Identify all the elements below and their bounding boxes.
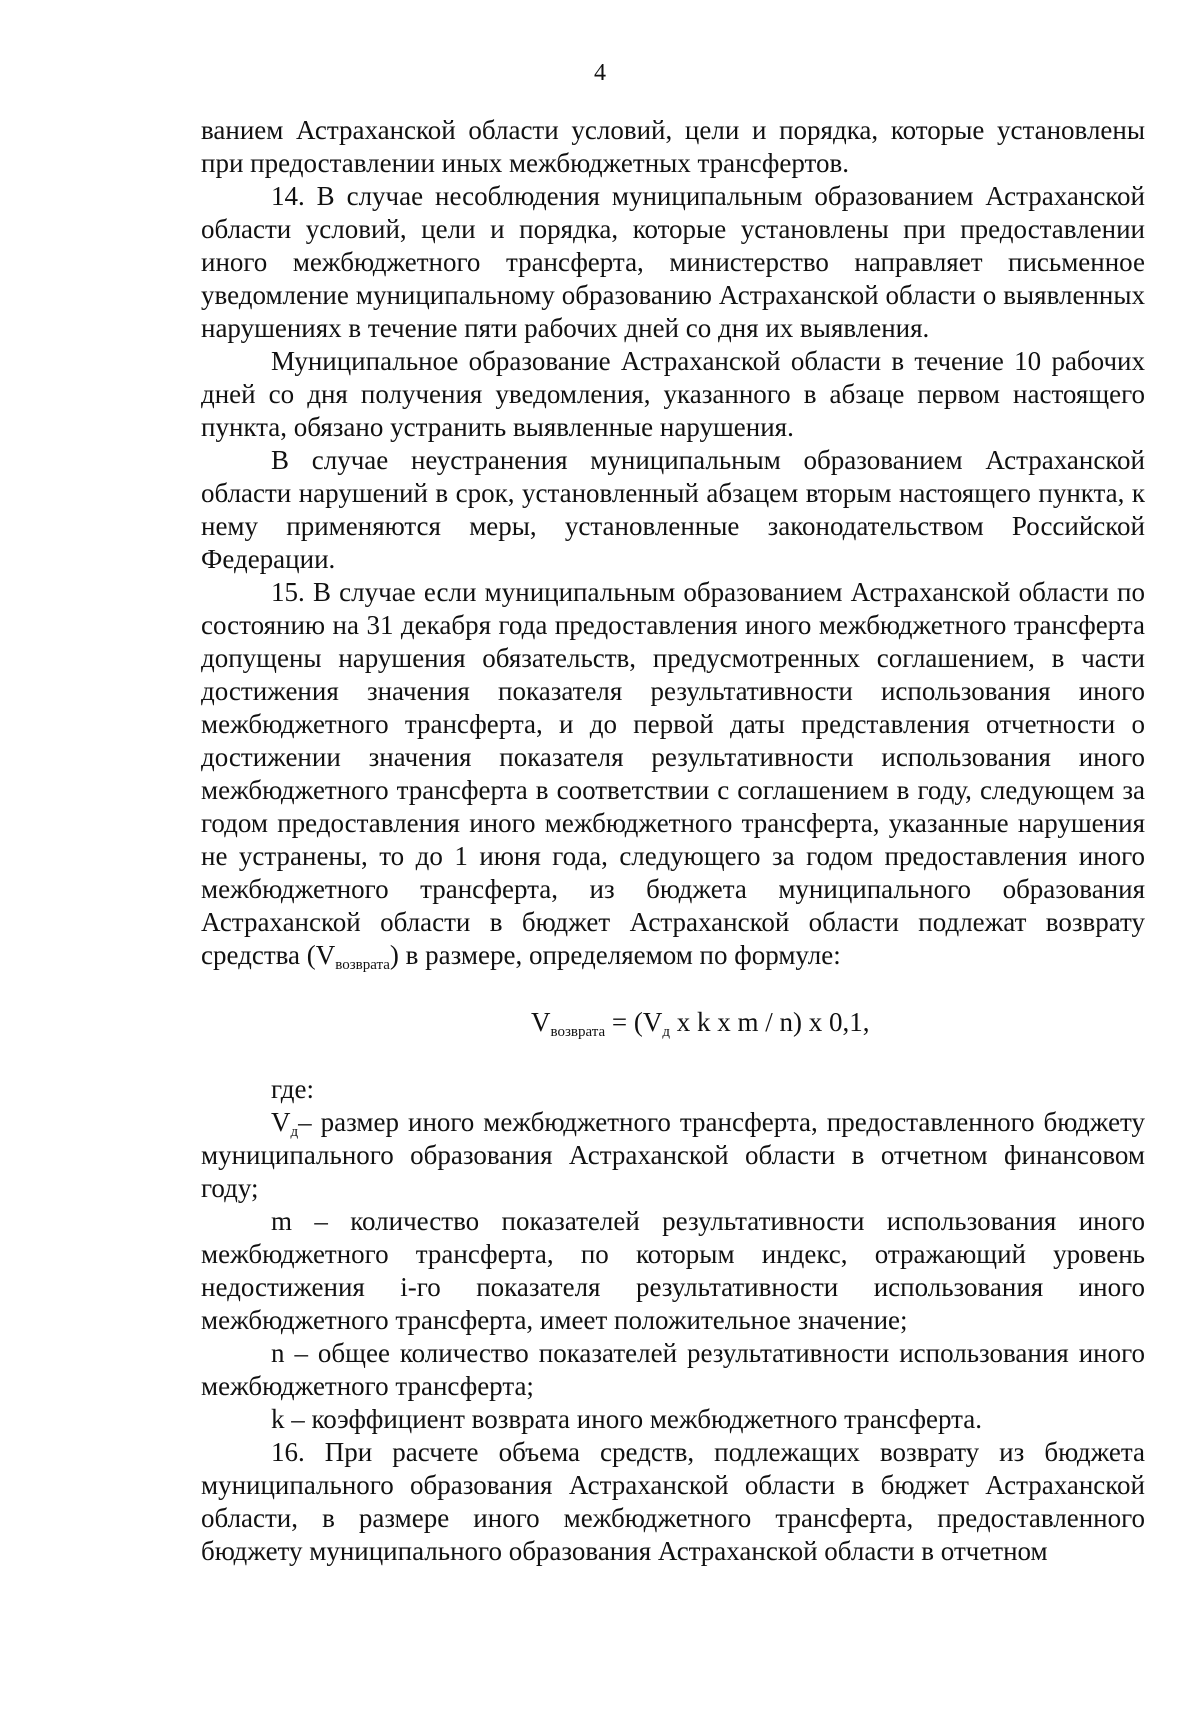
definition-m: m – количество показателей результативности использования иного межбюджетного трансферта, по которым индекс, отражающий уровень недостижения i-го показателя результативности использования иного межбюджетного трансферта, имеет положительное значение; — [201, 1206, 1145, 1335]
paragraph-14: 14. В случае несоблюдения муниципальным образованием Астраханской области условий, цели и порядка, которые установлены при предоставлении иного межбюджетного трансферта, министерство направляет письменное уведомление муниципальному образованию Астраханской области о выявленных нарушениях в течение пяти рабочих дней со дня их выявления. — [201, 181, 1145, 343]
where-label: где: — [271, 1074, 314, 1104]
definition-k: k – коэффициент возврата иного межбюджетного трансферта. — [271, 1404, 983, 1434]
formula-end: x k x m / n) x 0,1, — [670, 1007, 870, 1037]
paragraph-15-text-end: ) в размере, определяемом по формуле: — [389, 940, 841, 970]
formula-v: V — [531, 1007, 551, 1037]
paragraph-15-text: 15. В случае если муниципальным образованием Астраханской области по состоянию на 31 декабря года предоставления иного межбюджетного трансферта допущены нарушения обязательств, предусмотренных соглашением, в части достижения значения показателя результативности использования иного межбюджетного трансферта, и до первой даты представления отчетности о достижении значения показателя результативности использования иного межбюджетного трансферта в соответствии с соглашением в году, следующем за годом предоставления иного межбюджетного трансферта, указанные нарушения не устранены, то до 1 июня года, следующего за годом предоставления иного межбюджетного трансферта, из бюджета муниципального образования Астраханской области в бюджет Астраханской области подлежат возврату средства (V — [201, 577, 1145, 970]
document-body — [201, 114, 1145, 1568]
definition-vd-text: – размер иного межбюджетного трансферта, предоставленного бюджету муниципального образования Астраханской области в отчетном финансовом году; — [201, 1107, 1145, 1203]
return-formula — [201, 1006, 1145, 1039]
formula-subscript-return: возврата — [550, 1024, 606, 1040]
paragraph-14-third: В случае неустранения муниципальным образованием Астраханской области нарушений в срок, установленный абзацем вторым настоящего пункта, к нему применяются меры, установленные законодательством Российской Федерации. — [201, 445, 1145, 574]
formula-subscript-d: д — [662, 1024, 671, 1040]
definition-vd-subscript: д — [290, 1124, 299, 1140]
formula-middle: = (V — [605, 1007, 663, 1037]
page-number: 4 — [594, 60, 606, 86]
paragraph-14-second: Муниципальное образование Астраханской области в течение 10 рабочих дней со дня получения уведомления, указанного в абзаце первом настоящего пункта, обязано устранить выявленные нарушения. — [201, 346, 1145, 442]
paragraph-16: 16. При расчете объема средств, подлежащих возврату из бюджета муниципального образования Астраханской области в бюджет Астраханской области, в размере иного межбюджетного трансферта, предоставленного бюджету муниципального образования Астраханской области в отчетном — [201, 1437, 1145, 1566]
definition-vd-variable: V — [271, 1107, 291, 1137]
paragraph-15-subscript: возврата — [335, 957, 390, 973]
paragraph-continuation: ванием Астраханской области условий, цели и порядка, которые установлены при предоставлении иных межбюджетных трансфертов. — [201, 115, 1145, 178]
paragraph-15 — [201, 576, 1145, 972]
definition-vd — [201, 1106, 1145, 1205]
definition-n: n – общее количество показателей результативности использования иного межбюджетного трансферта; — [201, 1338, 1145, 1401]
